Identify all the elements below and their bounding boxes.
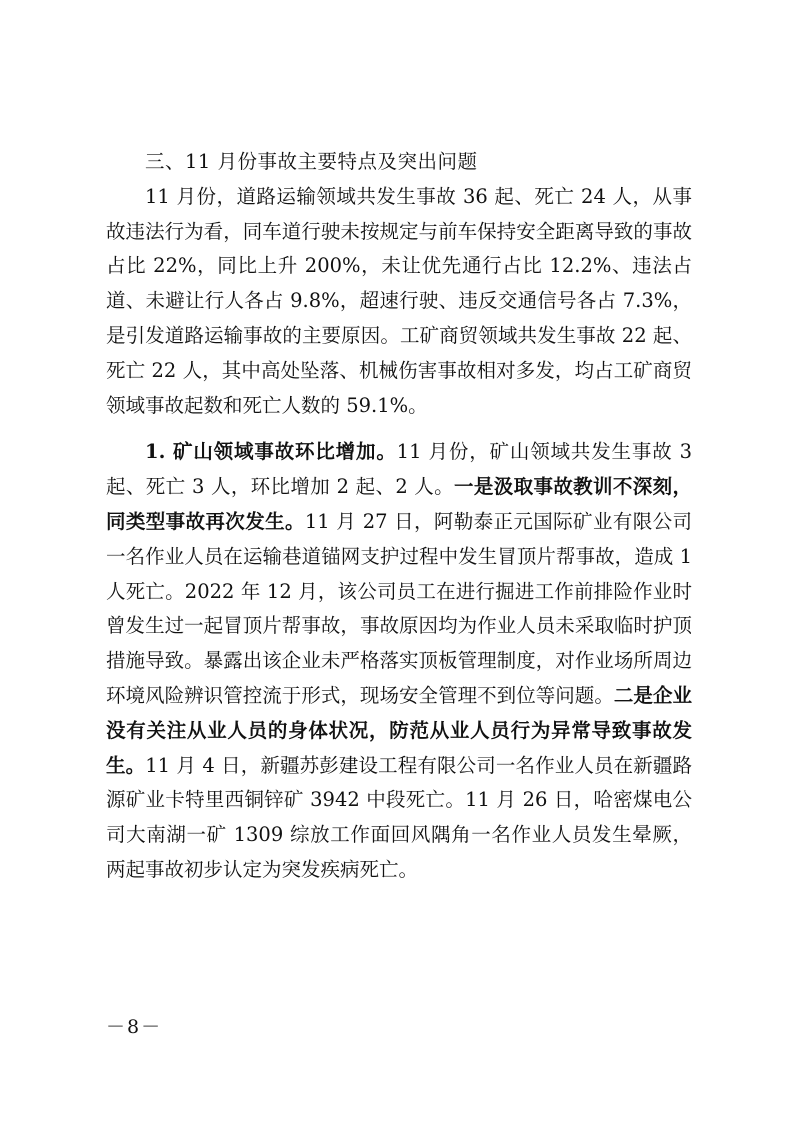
point-two-text: 11 月 4 日，新疆苏彭建设工程有限公司一名作业人员在新疆路源矿业卡特里西铜锌矿 3942 中段死亡。11 月 26 日，哈密煤电公司大南湖一矿 1309 综放工作面回风隅角一名作业人员发生晕厥，两起事故初步认定为突发疾病死亡。 (106, 753, 692, 881)
mining-summary-text: 11 月份，矿山领域共发生事故 3 起、死亡 3 人，环比增加 2 起、2 人。 (106, 440, 692, 499)
page-number: －8－ (106, 1016, 163, 1038)
point-two-heading: 二是企业没有关注从业人员的身体状况，防范从业人员行为异常导致事故发生。 (106, 683, 692, 777)
paragraph-road-and-industry: 11 月份，道路运输领域共发生事故 36 起、死亡 24 人，从事故违法行为看，同车道行驶未按规定与前车保持安全距离导致的事故占比 22%，同比上升 200%，未让优先通行占比 12.2%、违法占道、未避让行人各占 9.8%，超速行驶、违反交通信号各占 7.3%，是引发道路运输事故的主要原因。工矿商贸领域共发生事故 22 起、死亡 22 人，其中高处坠落、机械伤害事故相对多发，均占工矿商贸领域事故起数和死亡人数的 59.1%。 (106, 184, 692, 417)
paragraph-mining (106, 435, 692, 887)
section-heading: 三、11 月份事故主要特点及突出问题 (145, 150, 478, 173)
point-one-text: 11 月 27 日，阿勒泰正元国际矿业有限公司一名作业人员在运输巷道锚网支护过程中发生冒顶片帮事故，造成 1 人死亡。2022 年 12 月，该公司员工在进行掘进工作前排险作业时曾发生过一起冒顶片帮事故，事故原因均为作业人员未采取临时护顶措施导致。暴露出该企业未严格落实顶板管理制度，对作业场所周边环境风险辨识管控流于形式，现场安全管理不到位等问题。 (106, 509, 692, 707)
mining-subheading: 1. 矿山领域事故环比增加。 (145, 440, 397, 464)
point-one-heading: 一是汲取事故教训不深刻，同类型事故再次发生。 (106, 475, 692, 533)
document-body (106, 145, 692, 888)
